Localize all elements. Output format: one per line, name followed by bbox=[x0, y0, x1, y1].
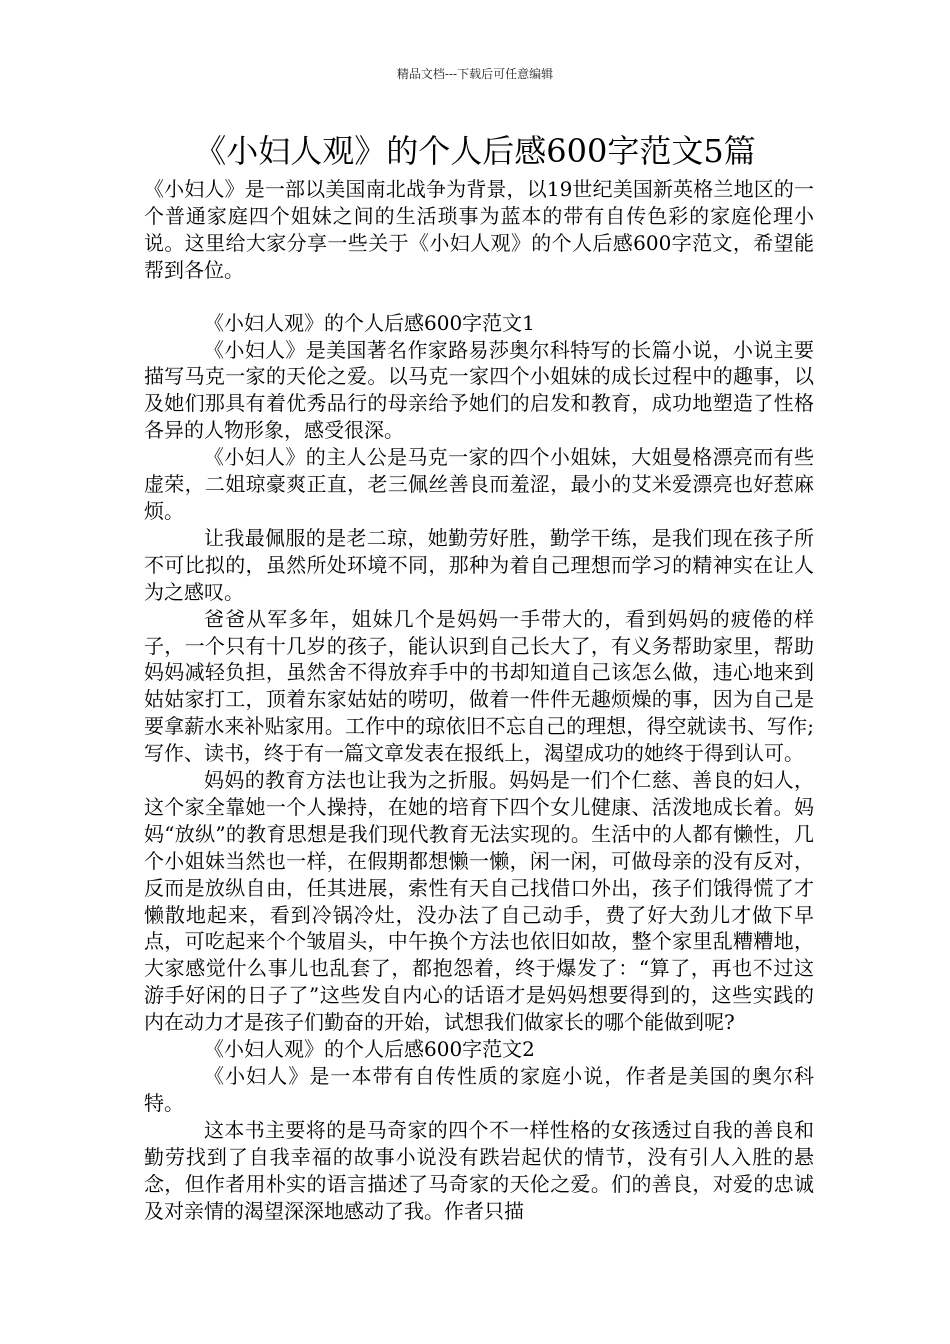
paragraph-spacer bbox=[144, 284, 814, 310]
body-paragraph: 让我最佩服的是老二琼，她勤劳好胜，勤学干练，是我们现在孩子所不可比拟的，虽然所处环境不同，那种为着自己理想而学习的精神实在让人为之感叹。 bbox=[144, 525, 814, 604]
body-paragraph: 爸爸从军多年，姐妹几个是妈妈一手带大的，看到妈妈的疲倦的样子，一个只有十几岁的孩子，能认识到自己长大了，有义务帮助家里，帮助妈妈减轻负担，虽然舍不得放弃手中的书却知道自己该怎么做，违心地来到姑姑家打工，顶着东家姑姑的唠叨，做着一件件无趣烦燥的事，因为自己是要拿薪水来补贴家用。工作中的琼依旧不忘自己的理想，得空就读书、写作;写作、读书，终于有一篇文章发表在报纸上，渴望成功的她终于得到认可。 bbox=[144, 606, 814, 766]
body-paragraph: 《小妇人》是一本带有自传性质的家庭小说，作者是美国的奥尔科特。 bbox=[144, 1064, 814, 1115]
body-paragraph: 这本书主要将的是马奇家的四个不一样性格的女孩透过自我的善良和勤劳找到了自我幸福的故事小说没有跌岩起伏的情节，没有引人入胜的悬念，但作者用朴实的语言描述了马奇家的天伦之爱。们的善良，对爱的忠诚及对亲情的渴望深深地感动了我。作者只描 bbox=[144, 1117, 814, 1223]
document-title: 《小妇人观》的个人后感600字范文5篇 bbox=[194, 132, 756, 170]
section-heading-1: 《小妇人观》的个人后感600字范文1 bbox=[204, 310, 535, 335]
intro-paragraph: 《小妇人》是一部以美国南北战争为背景，以19世纪美国新英格兰地区的一个普通家庭四个姐妹之间的生活琐事为蓝本的带有自传色彩的家庭伦理小说。这里给大家分享一些关于《小妇人观》的个人后感600字范文，希望能帮到各位。 bbox=[144, 177, 814, 282]
section-heading-2: 《小妇人观》的个人后感600字范文2 bbox=[204, 1037, 535, 1062]
body-paragraph: 《小妇人》的主人公是马克一家的四个小姐妹，大姐曼格漂亮而有些虚荣，二姐琼豪爽正直，老三佩丝善良而羞涩，最小的艾米爱漂亮也好惹麻烦。 bbox=[144, 445, 814, 523]
document-body bbox=[144, 176, 814, 1224]
body-paragraph: 《小妇人》是美国著名作家路易莎奥尔科特写的长篇小说，小说主要描写马克一家的天伦之爱。以马克一家四个小姐妹的成长过程中的趣事，以及她们那具有着优秀品行的母亲给予她们的启发和教育，成功地塑造了性格各异的人物形象，感受很深。 bbox=[144, 337, 814, 443]
page-header: 精品文档---下载后可任意编辑 bbox=[396, 67, 554, 81]
body-paragraph: 妈妈的教育方法也让我为之折服。妈妈是一们个仁慈、善良的妇人，这个家全靠她一个人操持，在她的培育下四个女儿健康、活泼地成长着。妈妈“放纵”的教育思想是我们现代教育无法实现的。生活中的人都有懒性，几个小姐妹当然也一样，在假期都想懒一懒，闲一闲，可做母亲的没有反对，反而是放纵自由，任其进展，索性有天自己找借口外出，孩子们饿得慌了才懒散地起来，看到冷锅冷灶，没办法了自己动手，费了好大劲儿才做下早点，可吃起来个个皱眉头，中午换个方法也依旧如故，整个家里乱糟糟地，大家感觉什么事儿也乱套了，都抱怨着，终于爆发了：“算了，再也不过这游手好闲的日子了”这些发自内心的话语才是妈妈想要得到的，这些实践的内在动力才是孩子们勤奋的开始，试想我们做家长的哪个能做到呢? bbox=[144, 768, 814, 1035]
